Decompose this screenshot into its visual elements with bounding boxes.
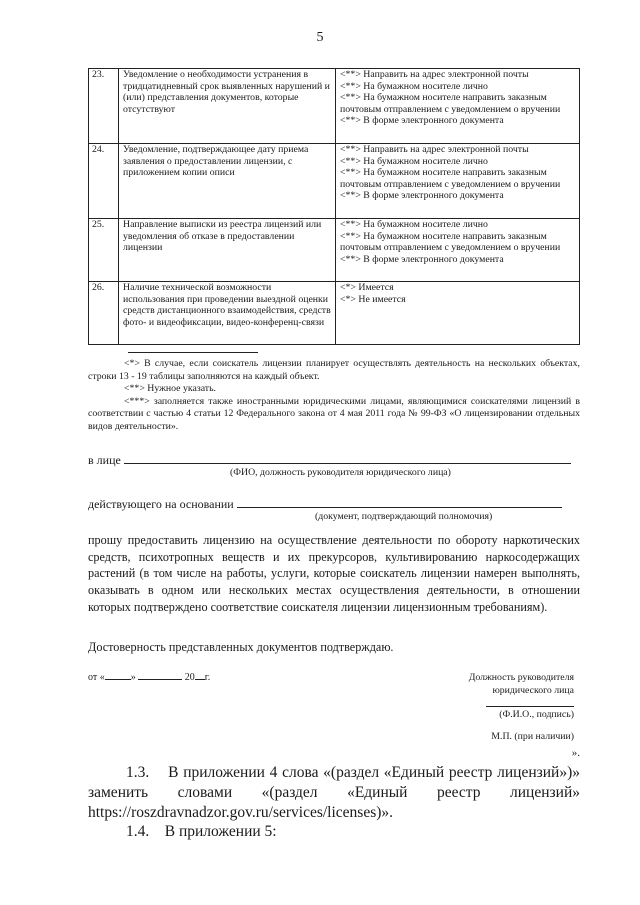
row-description: Наличие технической возможности использования при проведении выездной оценки средств дистанционного взаимодействия, средств фото- и видеофиксации, видео-конференц-связи: [119, 282, 336, 345]
row-options: [336, 69, 580, 144]
page-number: 5: [316, 30, 324, 45]
amendment-number: 1.4.: [126, 823, 150, 840]
closing-quote: ».: [571, 747, 580, 759]
footnote: <*> В случае, если соискатель лицензии планирует осуществлять деятельность на нескольких объектах, строки 13 - 19 таблицы заполняются на каждый объект.: [88, 358, 580, 382]
amendment-1-3: [88, 763, 580, 823]
table-row: [89, 282, 580, 345]
in-person-caption: (ФИО, должность руководителя юридического лица): [230, 467, 451, 478]
date-day-line[interactable]: [105, 670, 131, 680]
option-item: <*> Имеется: [340, 282, 394, 293]
row-description: Направление выписки из реестра лицензий или уведомления об отказе в предоставлении лицензии: [119, 219, 336, 282]
option-item: <**> На бумажном носителе лично: [340, 219, 488, 230]
row-options: [336, 282, 580, 345]
footnote-divider: [128, 352, 258, 353]
basis-label: действующего на основании: [88, 497, 234, 511]
amendment-1-4: [88, 822, 580, 842]
date-year-line[interactable]: [195, 670, 205, 680]
signature-line[interactable]: [486, 706, 574, 707]
row-options: [336, 219, 580, 282]
date-field: [88, 670, 210, 683]
position-caption-2: юридического лица: [492, 685, 574, 696]
option-item: <*> Не имеется: [340, 293, 406, 305]
in-person-line[interactable]: [124, 452, 571, 464]
amendment-text: https://roszdravnadzor.gov.ru/services/licenses)».: [88, 804, 394, 821]
amendment-text: заменить словами «(раздел «Единый реестр лицензий»: [88, 784, 580, 801]
row-number: 25.: [89, 219, 119, 282]
basis-field: [88, 496, 562, 512]
row-description: Уведомление, подтверждающее дату приема заявления о предоставлении лицензии, с приложением копии описи: [119, 144, 336, 219]
date-prefix: от «: [88, 672, 105, 683]
signature-caption: (Ф.И.О., подпись): [499, 709, 574, 720]
row-number: 26.: [89, 282, 119, 345]
option-item: <**> Направить на адрес электронной почты: [340, 69, 529, 80]
notification-methods-table: [88, 68, 580, 345]
date-month-line[interactable]: [138, 670, 182, 680]
in-person-label: в лице: [88, 453, 121, 467]
request-paragraph: прошу предоставить лицензию на осуществление деятельности по обороту наркотических средств, психотропных веществ и их прекурсоров, культивированию наркосодержащих растений (в том числе на работы, услуги, которые соискатель лицензии намерен выполнять, оказывать в одном или нескольких местах осуществления деятельности, в отношении которых подтверждено соответствие соискателя лицензии лицензионным требованиям).: [88, 533, 580, 614]
option-item: <**> В форме электронного документа: [340, 115, 504, 127]
stamp-caption: М.П. (при наличии): [491, 731, 574, 742]
option-item: <**> Направить на адрес электронной почты: [340, 144, 529, 155]
row-options: [336, 144, 580, 219]
option-item: <**> На бумажном носителе направить заказным почтовым отправлением с уведомлением о вручении: [340, 167, 561, 190]
option-item: <**> На бумажном носителе направить заказным почтовым отправлением с уведомлением о вручении: [340, 92, 561, 115]
option-item: <**> На бумажном носителе лично: [340, 80, 488, 92]
footnotes: [88, 358, 580, 433]
table-row: [89, 69, 580, 144]
option-item: <**> В форме электронного документа: [340, 190, 504, 202]
amendment-number: 1.3.: [126, 764, 150, 781]
basis-line[interactable]: [237, 496, 562, 508]
amendment-text: В приложении 4 слова «(раздел «Единый реестр лицензий»)»: [168, 764, 580, 781]
option-item: <**> В форме электронного документа: [340, 253, 504, 265]
row-description: Уведомление о необходимости устранения в тридцатидневный срок выявленных нарушений и (или) представления документов, которые отсутствуют: [119, 69, 336, 144]
license-request-text: [88, 532, 580, 616]
table-row: [89, 144, 580, 219]
basis-caption: (документ, подтверждающий полномочия): [315, 511, 493, 522]
table-row: [89, 219, 580, 282]
confirmation-text: Достоверность представленных документов подтверждаю.: [88, 640, 394, 654]
date-year: 20: [184, 672, 195, 683]
footnote: <***> заполняется также иностранными юридическими лицами, являющимися соискателями лицензий в соответствии с частью 4 статьи 12 Федерального закона от 4 мая 2011 года № 99-ФЗ «О лицензировании отдельных видов деятельности».: [88, 395, 580, 432]
position-caption-1: Должность руководителя: [468, 672, 574, 683]
row-number: 24.: [89, 144, 119, 219]
in-person-field: [88, 452, 571, 468]
footnote: <**> Нужное указать.: [124, 383, 216, 394]
date-suffix: г.: [204, 672, 211, 683]
row-number: 23.: [89, 69, 119, 144]
option-item: <**> На бумажном носителе направить заказным почтовым отправлением с уведомлением о вручении: [340, 230, 561, 254]
option-item: <**> На бумажном носителе лично: [340, 155, 488, 167]
date-mid: »: [130, 672, 136, 683]
amendment-text: В приложении 5:: [164, 823, 277, 840]
